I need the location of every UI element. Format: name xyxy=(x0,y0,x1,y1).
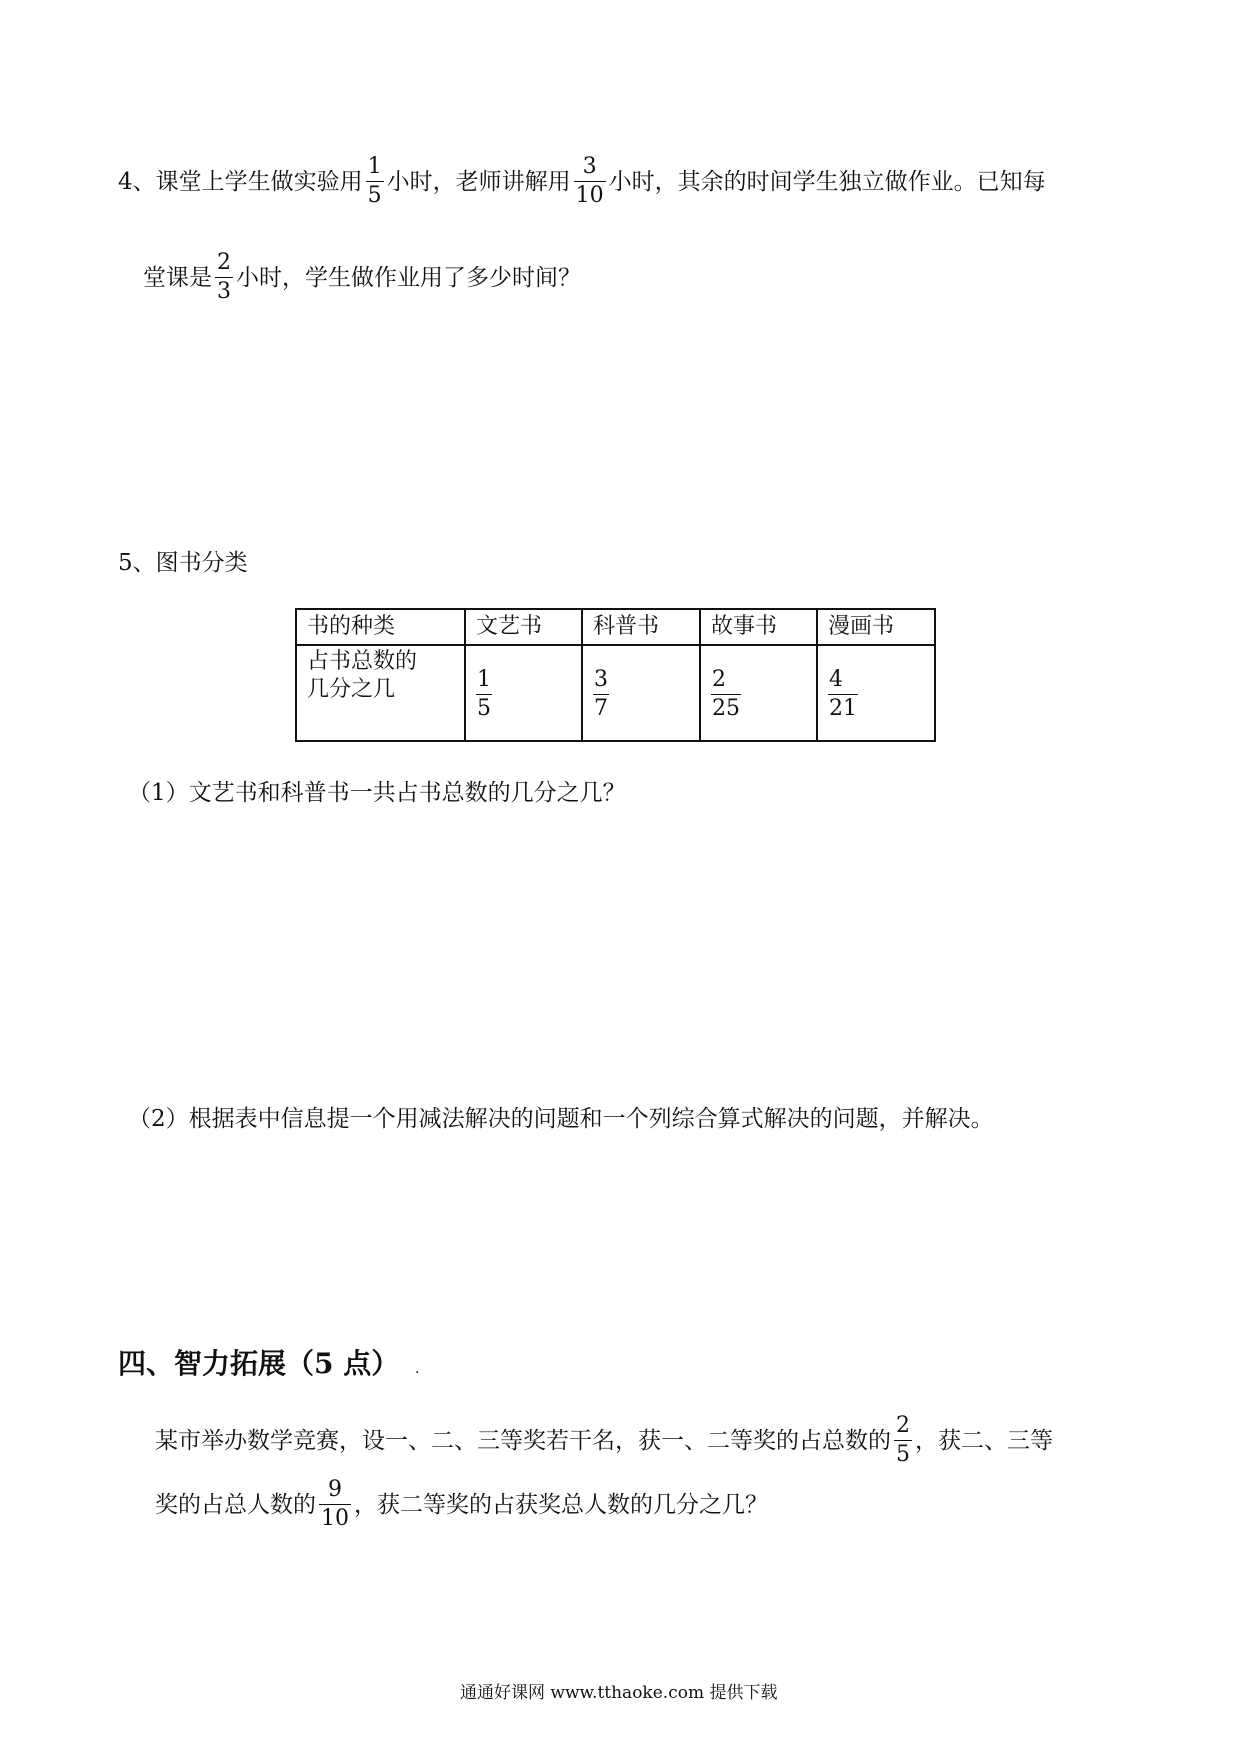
table-cell xyxy=(582,645,700,741)
section-4-line-1 xyxy=(155,1414,1053,1467)
q4-line-2 xyxy=(143,251,581,304)
section-4-text-2: ，获二、三等 xyxy=(915,1427,1053,1454)
q5-label: 5、图书分类 xyxy=(118,550,248,576)
section-4-text-1: 某市举办数学竞赛，设一、二、三等奖若干名，获一、二等奖的占总数的 xyxy=(155,1427,891,1454)
q5-subquestion-2: （2）根据表中信息提一个用减法解决的问题和一个列综合算式解决的问题，并解决。 xyxy=(128,1106,994,1132)
q4-label: 4、 xyxy=(118,168,156,195)
table-header-row xyxy=(296,609,935,645)
q4-text-1: 课堂上学生做实验用 xyxy=(155,168,363,195)
fraction-9-10: $\frac{9}{10}$ xyxy=(321,1477,349,1531)
fraction-cell: $\frac{3}{7}$ xyxy=(594,667,608,721)
fraction-1-5: $\frac{1}{5}$ xyxy=(367,154,382,208)
table-header-cell: 漫画书 xyxy=(817,609,935,645)
stray-dot: . xyxy=(414,1361,420,1377)
q4-text-4: 堂课是 xyxy=(143,264,212,291)
table-header-cell: 科普书 xyxy=(582,609,700,645)
fraction-2-5: $\frac{2}{5}$ xyxy=(896,1413,910,1467)
row-label-line-1: 占书总数的 xyxy=(307,649,418,674)
table-cell xyxy=(817,645,935,741)
row-label-line-2: 几分之几 xyxy=(307,677,396,702)
table-cell xyxy=(465,645,582,741)
fraction-cell: $\frac{1}{5}$ xyxy=(477,667,491,721)
q4-text-3: 小时，其余的时间学生独立做作业。已知每 xyxy=(608,168,1046,195)
table-cell xyxy=(700,645,817,741)
q4-line-1 xyxy=(118,155,1046,208)
q4-text-2: 小时，老师讲解用 xyxy=(386,168,571,195)
section-4-heading xyxy=(118,1346,419,1387)
section-4-title: 四、智力拓展（5 点） xyxy=(118,1347,400,1380)
fraction-2-3: $\frac{2}{3}$ xyxy=(217,250,231,304)
table-row xyxy=(296,645,935,741)
page-footer: 通通好课网 www.tthaoke.com 提供下载 xyxy=(460,1683,778,1703)
fraction-3-10: $\frac{3}{10}$ xyxy=(575,154,604,208)
fraction-cell: $\frac{2}{25}$ xyxy=(712,667,740,721)
section-4-text-3: 奖的占总人数的 xyxy=(155,1491,316,1518)
table-header-cell: 书的种类 xyxy=(296,609,465,645)
row-label-cell xyxy=(296,645,465,741)
section-4-text-4: ，获二等奖的占获奖总人数的几分之几？ xyxy=(354,1491,768,1518)
q4-text-5: 小时，学生做作业用了多少时间？ xyxy=(236,264,581,291)
table-header-cell: 故事书 xyxy=(700,609,817,645)
table-header-cell: 文艺书 xyxy=(465,609,582,645)
q5-subquestion-1: （1）文艺书和科普书一共占书总数的几分之几？ xyxy=(128,780,626,806)
fraction-cell: $\frac{4}{21}$ xyxy=(829,667,857,721)
section-4-line-2 xyxy=(155,1478,768,1531)
book-category-table xyxy=(295,608,936,742)
